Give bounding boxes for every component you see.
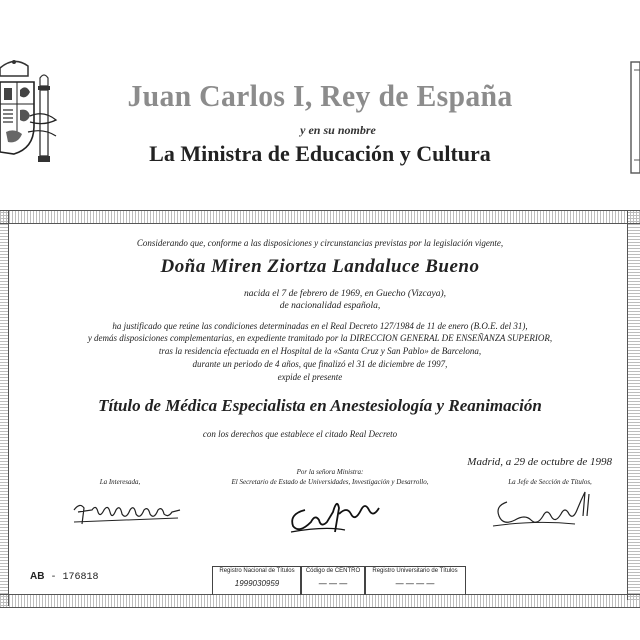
issue-date: Madrid, a 29 de octubre de 1998 [467,456,612,468]
national-registry-box [212,566,302,595]
minister-signature-label-1: Por la señora Ministra: [296,468,364,476]
justified-line-1: ha justificado que reúne las condiciones determinadas en el Real Decreto 127/1984 de 11 de enero (B.O.E. del 31), [112,321,528,331]
king-heading: Juan Carlos I, Rey de España [127,78,513,113]
justified-line-3: tras la residencia efectuada en el Hospital de la «Santa Cruz y San Pablo» de Barcelona, [158,346,482,356]
serial-value: 176818 [62,572,99,583]
birth-text: nacida el 7 de febrero de 1969, en Guecho (Vizcaya), [244,289,446,299]
centre-code-label: Código de CENTRO [305,568,361,574]
chief-signature [485,486,605,534]
nationality-text: de nacionalidad española, [279,301,381,311]
border-bottom [0,594,640,608]
border-top [0,210,640,224]
degree-title: Título de Médica Especialista en Anestesiología y Reanimación [98,396,542,415]
justified-line-2: y demás disposiciones complementarias, en expediente tramitado por la DIRECCION GENERAL DE ENSEÑANZA SUPERIOR, [87,333,553,343]
chief-signature-label: La Jefe de Sección de Títulos, [508,478,592,486]
holder-name: Doña Miren Ziortza Landaluce Bueno [160,256,480,277]
university-registry-box [364,566,466,595]
centre-code-box [300,566,366,595]
rights-text: con los derechos que establece el citado Real Decreto [202,429,398,439]
serial-number: AB - 176818 [30,571,99,583]
minister-heading: La Ministra de Educación y Cultura [149,141,491,166]
university-registry-label: Registro Universitario de Títulos [372,568,458,574]
in-his-name-line: y en su nombre [300,123,376,137]
minister-signature [285,488,385,538]
issues-text: expide el presente [277,372,343,382]
minister-signature-label-2: El Secretario de Estado de Universidades, Investigación y Desarrollo, [231,478,429,486]
holder-signature [70,496,185,530]
holder-signature-label: La Interesada, [99,478,141,486]
considerando-text: Considerando que, conforme a las disposiciones y circunstancias previstas por la legislación vigente, [136,238,504,248]
justified-line-4: durante un periodo de 4 años, que finalizó el 31 de diciembre de 1997, [192,359,448,369]
national-registry-value: 1999030959 [234,579,280,588]
centre-code-value: — — — [318,579,348,588]
university-registry-value: — — — — [395,579,435,588]
serial-prefix: AB [30,571,45,582]
national-registry-label: Registro Nacional de Títulos [219,568,295,574]
